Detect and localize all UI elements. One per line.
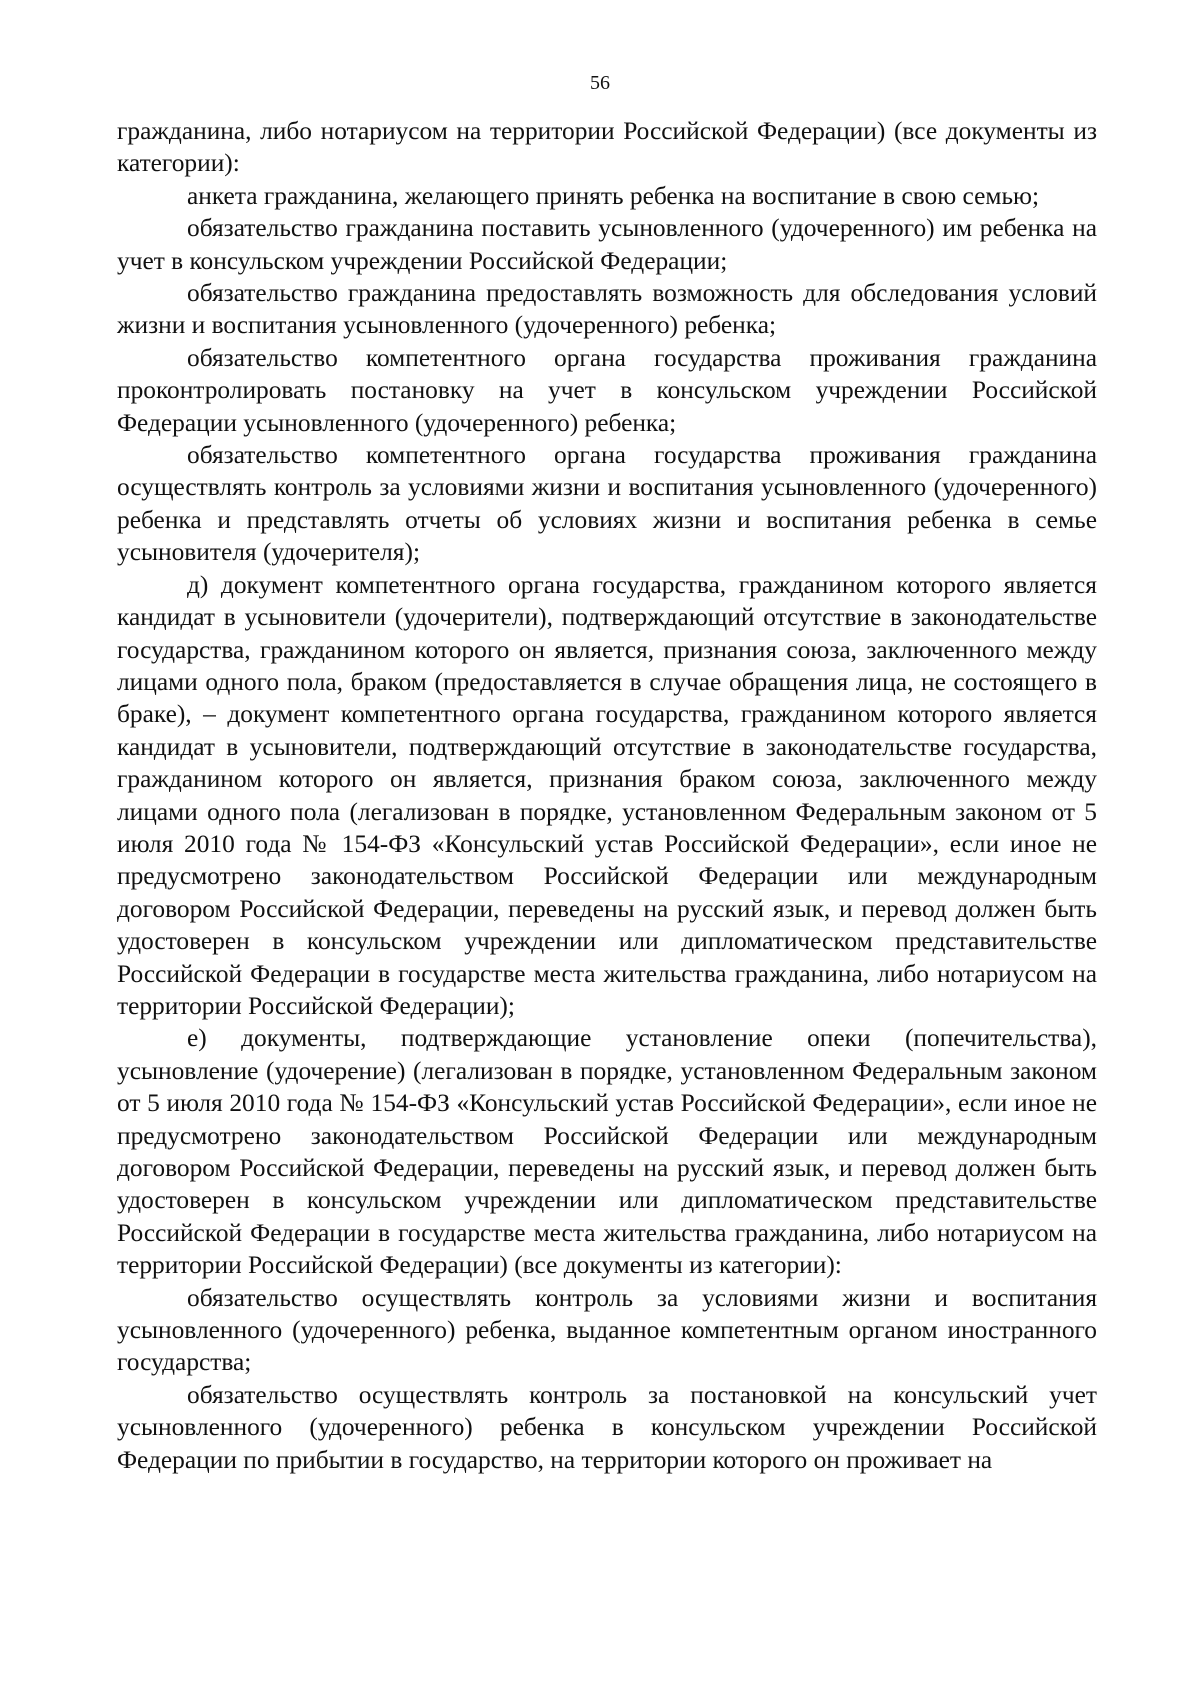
paragraph-obligation-control: обязательство осуществлять контроль за условиями жизни и воспитания усыновленного (удочеренного) ребенка, выданное компетентным органом иностранного государства; [117, 1283, 1097, 1377]
paragraph-obligation-registration: обязательство гражданина поставить усыновленного (удочеренного) им ребенка на учет в консульском учреждении Российской Федерации; [117, 214, 1097, 275]
paragraph-obligation-consular-registration: обязательство осуществлять контроль за постановкой на консульский учет усыновленного (удочеренного) ребенка в консульском учреждении Российской Федерации по прибытии в государство, на территории которого он проживает на [117, 1380, 1097, 1474]
document-body [117, 115, 1097, 1476]
paragraph-obligation-inspection: обязательство гражданина предоставлять возможность для обследования условий жизни и воспитания усыновленного (удочеренного) ребенка; [117, 279, 1097, 340]
paragraph-questionnaire: анкета гражданина, желающего принять ребенка на воспитание в свою семью; [187, 181, 1040, 210]
paragraph-item-e: е) документы, подтверждающие установление опеки (попечительства), усыновление (удочерение) (легализован в порядке, установленном Федеральным законом от 5 июля 2010 года № 154-ФЗ «Консульский устав Российской Федерации», если иное не предусмотрено законодательством Российской Федерации или международным договором Российской Федерации, переведены на русский язык, и перевод должен быть удостоверен в консульском учреждении или дипломатическом представительстве Российской Федерации в государстве места жительства гражданина, либо нотариусом на территории Российской Федерации) (все документы из категории): [117, 1024, 1097, 1280]
page-number: 56 [590, 72, 610, 94]
paragraph-item-d: д) документ компетентного органа государства, гражданином которого является кандидат в усыновители (удочерители), подтверждающий отсутствие в законодательстве государства, гражданином которого он является, признания союза, заключенного между лицами одного пола, браком (предоставляется в случае обращения лица, не состоящего в браке), – документ компетентного органа государства, гражданином которого является кандидат в усыновители, подтверждающий отсутствие в законодательстве государства, гражданином которого он является, признания браком союза, заключенного между лицами одного пола (легализован в порядке, установленном Федеральным законом от 5 июля 2010 года № 154-ФЗ «Консульский устав Российской Федерации», если иное не предусмотрено законодательством Российской Федерации или международным договором Российской Федерации, переведены на русский язык, и перевод должен быть удостоверен в консульском учреждении или дипломатическом представительстве Российской Федерации в государстве места жительства гражданина, либо нотариусом на территории Российской Федерации); [117, 570, 1097, 1020]
paragraph-obligation-authority-control: обязательство компетентного органа государства проживания гражданина осуществлять контроль за условиями жизни и воспитания усыновленного (удочеренного) ребенка и представлять отчеты об условиях жизни и воспитания ребенка в семье усыновителя (удочерителя); [117, 441, 1097, 567]
paragraph-obligation-authority-registration: обязательство компетентного органа государства проживания гражданина проконтролировать постановку на учет в консульском учреждении Российской Федерации усыновленного (удочеренного) ребенка; [117, 343, 1097, 437]
paragraph-continuation: гражданина, либо нотариусом на территории Российской Федерации) (все документы из категории): [117, 117, 1097, 178]
